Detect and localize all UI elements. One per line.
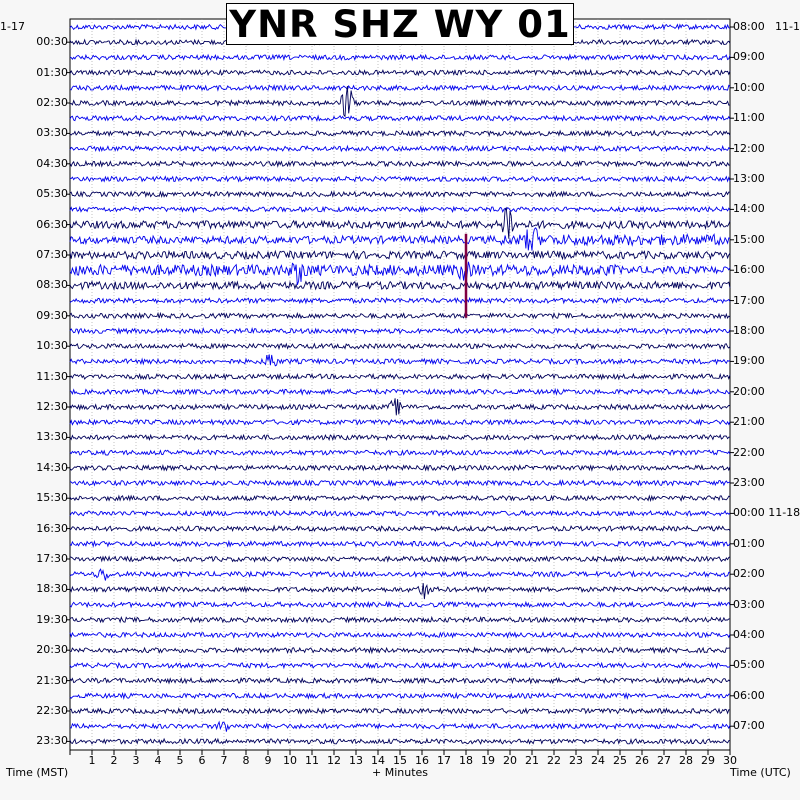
right-tick-label: 10:00 <box>733 80 765 94</box>
right-tick-label: 06:00 <box>733 688 765 702</box>
x-tick-label: 21 <box>525 754 539 767</box>
right-axis-title: Time (UTC) <box>730 766 791 779</box>
x-tick-label: 17 <box>437 754 451 767</box>
left-tick-label: 03:30 <box>36 126 68 140</box>
x-tick-label: 19 <box>481 754 495 767</box>
left-tick-label: 00:30 <box>36 35 68 49</box>
left-tick-label: 06:30 <box>36 217 68 231</box>
right-tick-label: 05:00 <box>733 658 765 672</box>
x-tick-label: 13 <box>349 754 363 767</box>
x-tick-label: 23 <box>569 754 583 767</box>
left-tick-label: 09:30 <box>36 308 68 322</box>
right-tick-label: 11:00 <box>733 111 765 125</box>
left-tick-label: 19:30 <box>36 612 68 626</box>
x-tick-label: 1 <box>88 754 96 767</box>
left-axis-title: Time (MST) <box>6 766 69 779</box>
chart-title: YNR SHZ WY 01 <box>229 2 571 46</box>
x-tick-label: 6 <box>198 754 206 767</box>
left-tick-label: 05:30 <box>36 187 68 201</box>
left-tick-label: 12:30 <box>36 400 68 413</box>
right-tick-label: 01:00 <box>733 536 765 550</box>
top-right-date: 11-1 <box>775 20 800 33</box>
bottom-axis-title: + Minutes <box>372 766 429 779</box>
x-tick-label: 11 <box>305 754 319 767</box>
x-tick-label: 28 <box>679 754 693 767</box>
right-tick-label: 13:00 <box>733 172 765 185</box>
x-tick-label: 4 <box>154 754 162 767</box>
right-tick-label: 18:00 <box>733 324 765 337</box>
x-tick-label: 3 <box>132 754 140 767</box>
x-tick-label: 18 <box>459 754 473 767</box>
right-tick-label: 22:00 <box>733 445 765 459</box>
right-tick-label: 15:00 <box>733 232 765 246</box>
left-tick-label: 08:30 <box>36 278 68 292</box>
right-tick-label: 21:00 <box>733 415 765 429</box>
right-tick-label: 12:00 <box>733 141 765 155</box>
x-tick-label: 26 <box>635 754 649 767</box>
title-box <box>226 3 574 45</box>
left-tick-label: 02:30 <box>36 96 68 109</box>
left-tick-label: 14:30 <box>36 460 68 474</box>
right-tick-label: 07:00 <box>733 719 765 733</box>
left-tick-label: 17:30 <box>36 552 68 565</box>
left-tick-label: 11:30 <box>36 369 68 383</box>
left-tick-label: 07:30 <box>36 248 68 261</box>
right-tick-label: 00:00 11-18 <box>733 506 800 520</box>
left-tick-label: 15:30 <box>36 491 68 505</box>
left-tick-label: 16:30 <box>36 521 68 535</box>
x-tick-label: 15 <box>393 754 407 767</box>
x-tick-label: 12 <box>327 754 341 767</box>
right-tick-label: 02:00 <box>733 567 765 581</box>
left-tick-label: 21:30 <box>36 673 68 687</box>
right-tick-label: 17:00 <box>733 293 765 307</box>
x-tick-label: 10 <box>283 754 297 767</box>
x-tick-label: 16 <box>415 754 429 767</box>
left-tick-label: 10:30 <box>36 339 68 353</box>
x-tick-label: 24 <box>591 754 605 767</box>
x-tick-label: 22 <box>547 754 561 767</box>
x-tick-label: 9 <box>264 754 272 767</box>
left-tick-label: 20:30 <box>36 643 68 657</box>
right-tick-label: 09:00 <box>733 50 765 64</box>
right-tick-label: 19:00 <box>733 354 765 368</box>
top-left-date: 1-17 <box>0 20 25 33</box>
x-tick-label: 25 <box>613 754 627 767</box>
x-tick-label: 27 <box>657 754 671 767</box>
x-tick-label: 5 <box>176 754 184 767</box>
x-tick-label: 20 <box>503 754 517 767</box>
left-tick-label: 18:30 <box>36 582 68 596</box>
left-tick-label: 04:30 <box>36 156 68 170</box>
left-tick-label: 22:30 <box>36 704 68 717</box>
right-tick-label: 08:00 <box>733 20 765 33</box>
x-tick-label: 14 <box>371 754 385 767</box>
right-tick-label: 14:00 <box>733 202 765 216</box>
right-tick-label: 23:00 <box>733 476 765 489</box>
right-tick-label: 20:00 <box>733 384 765 398</box>
right-tick-label: 04:00 <box>733 628 765 641</box>
x-tick-label: 8 <box>242 754 250 767</box>
left-tick-label: 13:30 <box>36 430 68 444</box>
left-tick-label: 23:30 <box>36 734 68 748</box>
right-tick-label: 03:00 <box>733 597 765 611</box>
x-tick-label: 30 <box>723 754 737 767</box>
right-tick-label: 16:00 <box>733 263 765 277</box>
left-tick-label: 01:30 <box>36 65 68 79</box>
x-tick-label: 29 <box>701 754 715 767</box>
x-tick-label: 7 <box>220 754 228 767</box>
x-tick-label: 2 <box>110 754 118 767</box>
